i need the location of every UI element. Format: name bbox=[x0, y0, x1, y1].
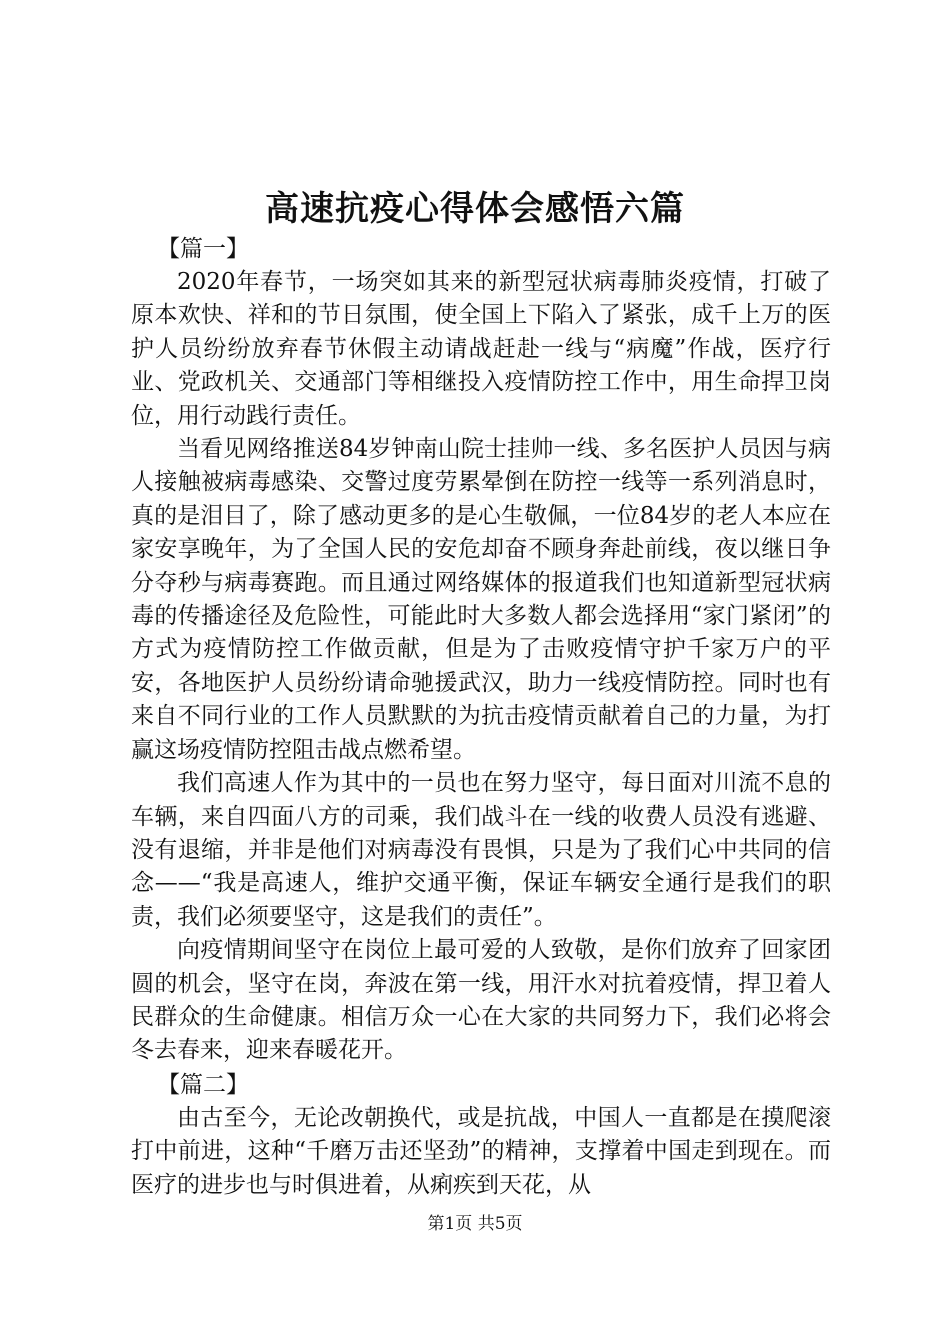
page-footer: 第1页 共5页 bbox=[427, 1214, 523, 1234]
document-body bbox=[131, 232, 831, 1202]
section-heading-1: 【篇一】 bbox=[157, 236, 249, 262]
page-title: 高速抗疫心得体会感悟六篇 bbox=[265, 189, 685, 229]
paragraph: 2020年春节，一场突如其来的新型冠状病毒肺炎疫情，打破了原本欢快、祥和的节日氛围，使全国上下陷入了紧张，成千上万的医护人员纷纷放弃春节休假主动请战赶赴一线与“病魔”作战，医疗行业、党政机关、交通部门等相继投入疫情防控工作中，用生命捍卫岗位，用行动践行责任。 bbox=[131, 269, 831, 429]
paragraph: 我们高速人作为其中的一员也在努力坚守，每日面对川流不息的车辆，来自四面八方的司乘，我们战斗在一线的收费人员没有逃避、没有退缩，并非是他们对病毒没有畏惧，只是为了我们心中共同的信念——“我是高速人，维护交通平衡，保证车辆安全通行是我们的职责，我们必须要坚守，这是我们的责任”。 bbox=[131, 770, 831, 930]
section-heading-2: 【篇二】 bbox=[157, 1071, 249, 1098]
paragraph: 当看见网络推送84岁钟南山院士挂帅一线、多名医护人员因与病人接触被病毒感染、交警过度劳累晕倒在防控一线等一系列消息时，真的是泪目了，除了感动更多的是心生敬佩，一位84岁的老人本应在家安享晚年，为了全国人民的安危却奋不顾身奔赴前线，夜以继日争分夺秒与病毒赛跑。而且通过网络媒体的报道我们也知道新型冠状病毒的传播途径及危险性，可能此时大多数人都会选择用“家门紧闭”的方式为疫情防控工作做贡献，但是为了击败疫情守护千家万户的平安，各地医护人员纷纷请命驰援武汉，助力一线疫情防控。同时也有来自不同行业的工作人员默默的为抗击疫情贡献着自己的力量，为打赢这场疫情防控阻击战点燃希望。 bbox=[131, 436, 831, 763]
paragraph: 由古至今，无论改朝换代，或是抗战，中国人一直都是在摸爬滚打中前进，这种“千磨万击还坚劲”的精神，支撑着中国走到现在。而医疗的进步也与时俱进着，从痢疾到天花，从 bbox=[131, 1104, 831, 1198]
paragraph: 向疫情期间坚守在岗位上最可爱的人致敬，是你们放弃了回家团圆的机会，坚守在岗，奔波在第一线，用汗水对抗着疫情，捍卫着人民群众的生命健康。相信万众一心在大家的共同努力下，我们必将会冬去春来，迎来春暖花开。 bbox=[131, 937, 831, 1064]
